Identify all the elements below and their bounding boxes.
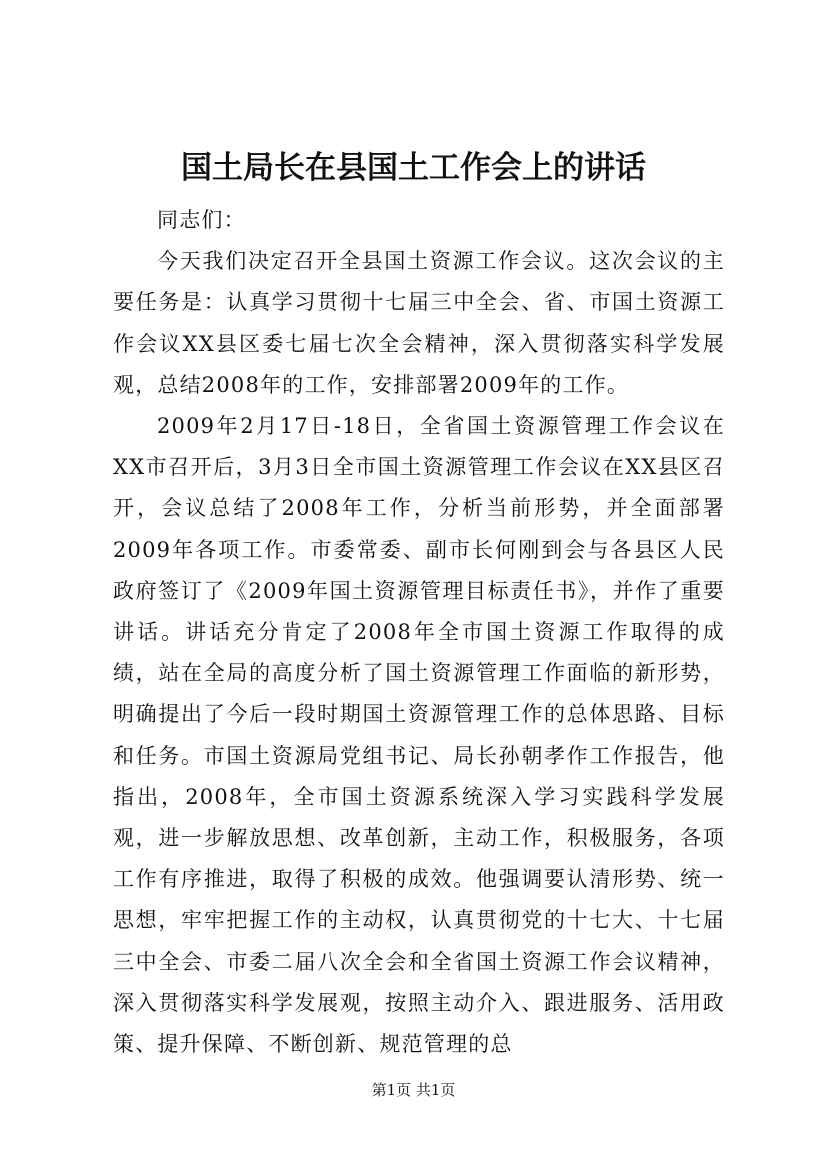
page-footer: 第1页 共1页: [371, 1081, 456, 1099]
salutation: 同志们：: [157, 208, 246, 232]
paragraph-2: 2009年2月17日-18日，全省国土资源管理工作会议在XX市召开后，3月3日全市国土资源管理工作会议在XX县区召开，会议总结了2008年工作，分析当前形势，并全面部署2009年各项工作。市委常委、副市长何刚到会与各县区人民政府签订了《2009年国土资源管理目标责任书》，并作了重要讲话。讲话充分肯定了2008年全市国土资源工作取得的成绩，站在全局的高度分析了国土资源管理工作面临的新形势，明确提出了今后一段时期国土资源管理工作的总体思路、目标和任务。市国土资源局党组书记、局长孙朝孝作工作报告，他指出，2008年，全市国土资源系统深入学习实践科学发展观，进一步解放思想、改革创新，主动工作，积极服务，各项工作有序推进，取得了积极的成效。他强调要认清形势、统一思想，牢牢把握工作的主动权，认真贯彻党的十七大、十七届三中全会、市委二届八次全会和全省国土资源工作会议精神，深入贯彻落实科学发展观，按照主动介入、跟进服务、活用政策、提升保障、不断创新、规范管理的总: [113, 414, 725, 1057]
paragraph-1: 今天我们决定召开全县国土资源工作会议。这次会议的主要任务是：认真学习贯彻十七届三中全会、省、市国土资源工作会议XX县区委七届七次全会精神，深入贯彻落实科学发展观，总结2008年的工作，安排部署2009年的工作。: [113, 249, 725, 397]
document-body: [113, 200, 725, 1065]
document-title: 国土局长在县国土工作会上的讲话: [181, 150, 646, 186]
